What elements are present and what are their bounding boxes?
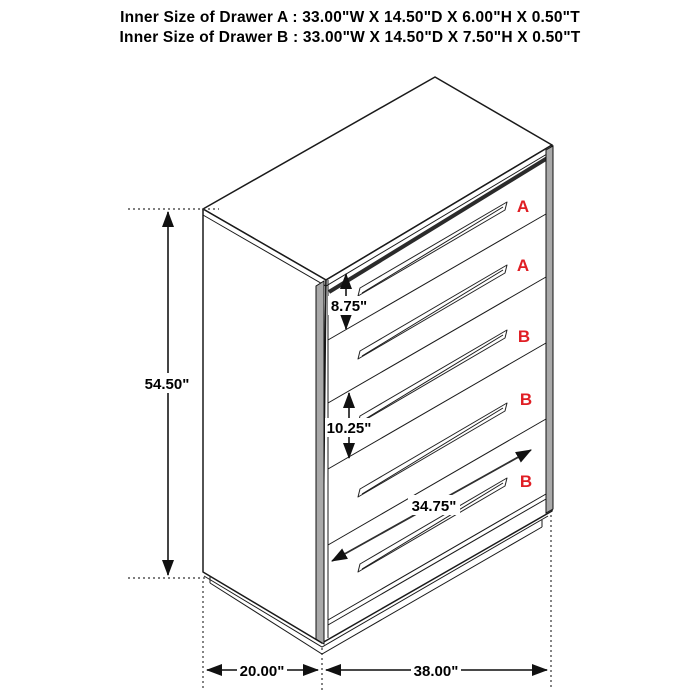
drawer-label-a1: A — [516, 197, 530, 216]
chest-drawing — [203, 77, 553, 654]
chest-side-face — [203, 209, 326, 643]
right-frame-edge — [546, 146, 553, 513]
drawer-label-b3: B — [519, 472, 533, 491]
header-line-b: Inner Size of Drawer B : 33.00"W X 14.50"D X 7.50"H X 0.50"T — [119, 28, 581, 46]
drawer-label-b1: B — [517, 327, 531, 346]
dim-height-label: 54.50" — [144, 376, 190, 393]
dim-width-label: 38.00" — [413, 663, 459, 680]
dim-drawer-b-label: 10.25" — [326, 420, 372, 437]
drawer-label-b2: B — [519, 390, 533, 409]
left-frame-edge — [316, 281, 324, 644]
dim-drawer-width-label: 34.75" — [411, 498, 457, 515]
header-line-a: Inner Size of Drawer A : 33.00"W X 14.50"D X 6.00"H X 0.50"T — [120, 9, 580, 26]
dim-depth-label: 20.00" — [239, 663, 285, 680]
drawer-label-a2: A — [516, 256, 530, 275]
dim-drawer-a-label: 8.75" — [330, 298, 368, 315]
